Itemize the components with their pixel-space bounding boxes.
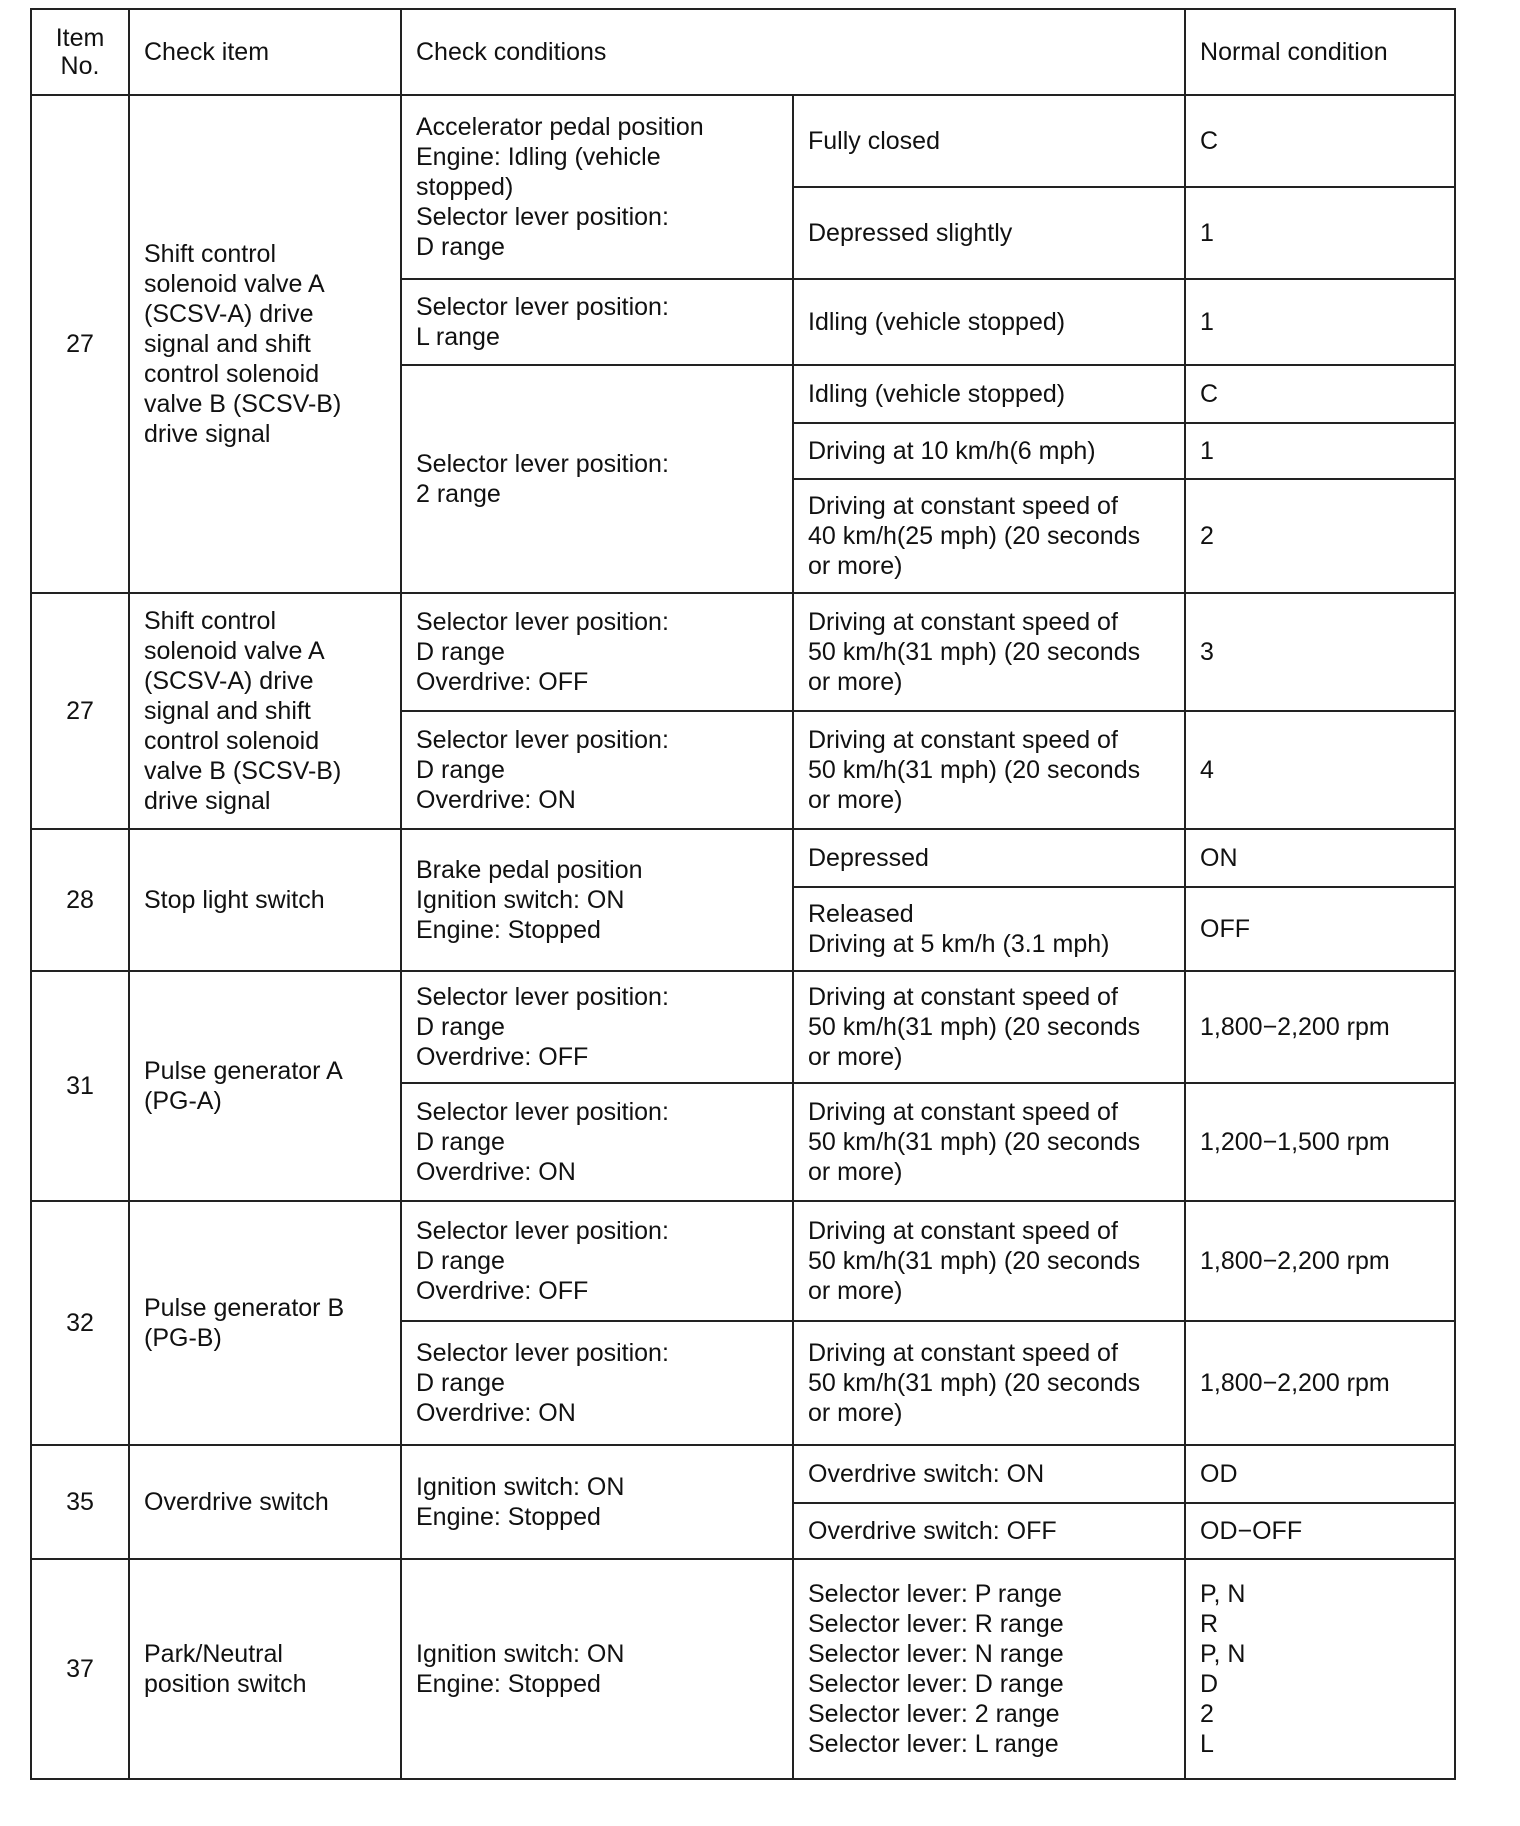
check-condition: Selector lever position: D range Overdrive: ON	[401, 711, 793, 829]
sub-condition: Driving at constant speed of 50 km/h(31 mph) (20 seconds or more)	[793, 1321, 1185, 1445]
sub-condition: Idling (vehicle stopped)	[793, 365, 1185, 423]
normal-condition: 1,800−2,200 rpm	[1185, 1201, 1455, 1321]
table-row	[31, 1445, 1455, 1503]
check-condition: Ignition switch: ON Engine: Stopped	[401, 1559, 793, 1779]
sub-condition: Depressed	[793, 829, 1185, 887]
sub-condition: Overdrive switch: ON	[793, 1445, 1185, 1503]
header-row	[31, 9, 1455, 95]
header-normal-condition: Normal condition	[1185, 9, 1455, 95]
sub-condition: Fully closed	[793, 95, 1185, 187]
table-row	[31, 971, 1455, 1083]
sub-condition: Driving at constant speed of 50 km/h(31 mph) (20 seconds or more)	[793, 1083, 1185, 1201]
normal-condition: 2	[1185, 479, 1455, 593]
header-check-item: Check item	[129, 9, 401, 95]
item-number: 27	[31, 593, 129, 829]
table-row	[31, 829, 1455, 887]
check-condition: Ignition switch: ON Engine: Stopped	[401, 1445, 793, 1559]
item-number: 27	[31, 95, 129, 593]
normal-condition: 1,800−2,200 rpm	[1185, 1321, 1455, 1445]
sub-condition: Driving at constant speed of 50 km/h(31 mph) (20 seconds or more)	[793, 711, 1185, 829]
normal-condition: OD	[1185, 1445, 1455, 1503]
item-number: 31	[31, 971, 129, 1201]
check-condition: Selector lever position: L range	[401, 279, 793, 365]
sub-condition: Driving at constant speed of 50 km/h(31 mph) (20 seconds or more)	[793, 1201, 1185, 1321]
check-condition: Accelerator pedal position Engine: Idling (vehicle stopped) Selector lever position: D range	[401, 95, 793, 279]
check-condition: Brake pedal position Ignition switch: ON Engine: Stopped	[401, 829, 793, 971]
check-item: Shift control solenoid valve A (SCSV-A) drive signal and shift control solenoid valve B (SCSV-B) drive signal	[129, 95, 401, 593]
normal-condition: ON	[1185, 829, 1455, 887]
table-row	[31, 1559, 1455, 1779]
sub-condition: Selector lever: P range Selector lever: R range Selector lever: N range Selector lever: D range Selector lever: 2 range Selector lever: L range	[793, 1559, 1185, 1779]
normal-condition: OFF	[1185, 887, 1455, 971]
sub-condition: Driving at constant speed of 40 km/h(25 mph) (20 seconds or more)	[793, 479, 1185, 593]
normal-condition: C	[1185, 95, 1455, 187]
check-item: Park/Neutral position switch	[129, 1559, 401, 1779]
check-table	[30, 8, 1456, 1780]
sub-condition: Idling (vehicle stopped)	[793, 279, 1185, 365]
check-condition: Selector lever position: D range Overdrive: OFF	[401, 971, 793, 1083]
sub-condition: Depressed slightly	[793, 187, 1185, 279]
item-number: 28	[31, 829, 129, 971]
header-check-conditions: Check conditions	[401, 9, 1185, 95]
table-row	[31, 593, 1455, 711]
normal-condition: 1	[1185, 279, 1455, 365]
header-item-no: Item No.	[31, 9, 129, 95]
check-condition: Selector lever position: D range Overdrive: ON	[401, 1321, 793, 1445]
check-item: Stop light switch	[129, 829, 401, 971]
check-item: Shift control solenoid valve A (SCSV-A) drive signal and shift control solenoid valve B (SCSV-B) drive signal	[129, 593, 401, 829]
sub-condition: Driving at constant speed of 50 km/h(31 mph) (20 seconds or more)	[793, 971, 1185, 1083]
sub-condition: Driving at 10 km/h(6 mph)	[793, 423, 1185, 479]
normal-condition: 1,800−2,200 rpm	[1185, 971, 1455, 1083]
normal-condition: 1	[1185, 187, 1455, 279]
normal-condition: C	[1185, 365, 1455, 423]
check-item: Pulse generator B (PG-B)	[129, 1201, 401, 1445]
check-condition: Selector lever position: 2 range	[401, 365, 793, 593]
sub-condition: Driving at constant speed of 50 km/h(31 mph) (20 seconds or more)	[793, 593, 1185, 711]
item-number: 37	[31, 1559, 129, 1779]
normal-condition: P, N R P, N D 2 L	[1185, 1559, 1455, 1779]
sub-condition: Overdrive switch: OFF	[793, 1503, 1185, 1559]
check-item: Pulse generator A (PG-A)	[129, 971, 401, 1201]
check-condition: Selector lever position: D range Overdrive: OFF	[401, 1201, 793, 1321]
normal-condition: 1,200−1,500 rpm	[1185, 1083, 1455, 1201]
check-condition: Selector lever position: D range Overdrive: ON	[401, 1083, 793, 1201]
normal-condition: 3	[1185, 593, 1455, 711]
normal-condition: OD−OFF	[1185, 1503, 1455, 1559]
item-number: 32	[31, 1201, 129, 1445]
normal-condition: 1	[1185, 423, 1455, 479]
check-item: Overdrive switch	[129, 1445, 401, 1559]
check-condition: Selector lever position: D range Overdrive: OFF	[401, 593, 793, 711]
sub-condition: Released Driving at 5 km/h (3.1 mph)	[793, 887, 1185, 971]
table-row	[31, 1201, 1455, 1321]
item-number: 35	[31, 1445, 129, 1559]
normal-condition: 4	[1185, 711, 1455, 829]
table-row	[31, 95, 1455, 187]
